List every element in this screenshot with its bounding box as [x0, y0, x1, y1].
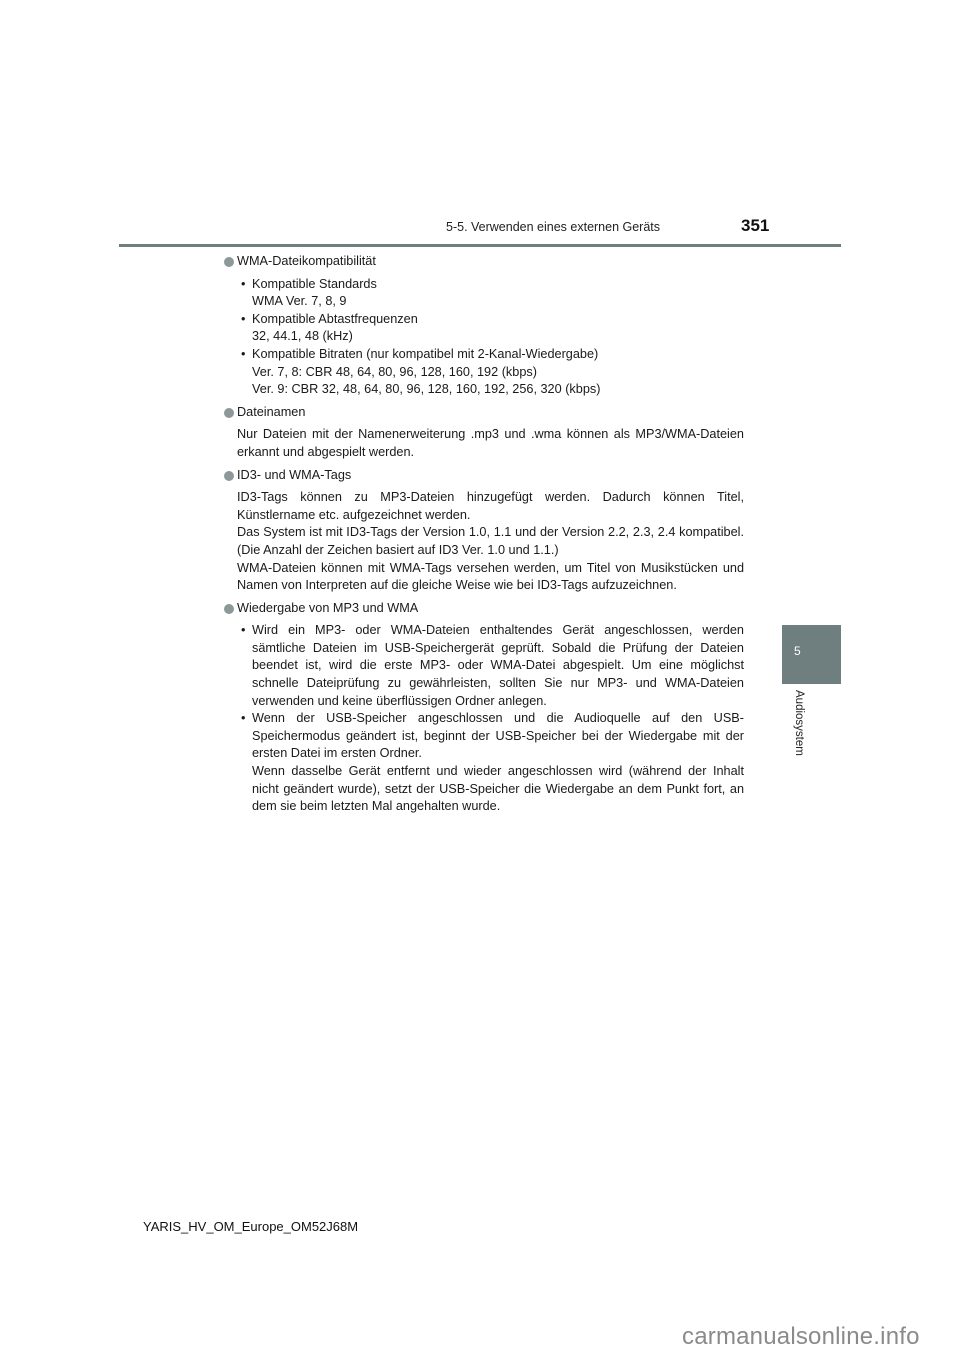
- section-title: [224, 253, 744, 271]
- content: [224, 253, 744, 821]
- list-item: [241, 622, 744, 710]
- section-title-text: WMA-Dateikompatibilität: [237, 254, 376, 268]
- section-title: [224, 600, 744, 618]
- section-filenames: [224, 404, 744, 462]
- item-line: 32, 44.1, 48 (kHz): [252, 329, 353, 344]
- list-item: [241, 276, 744, 311]
- circle-bullet-icon: [224, 408, 234, 418]
- item-text: Wenn der USB-Speicher angeschlossen und die Audioquelle auf den USB-Speichermodus geändert ist, beginnt der USB-Speicher bei der Wiedergabe mit der ersten Datei im ersten Ordner.: [252, 711, 744, 761]
- section-playback: [224, 600, 744, 816]
- paragraph: ID3-Tags können zu MP3-Dateien hinzugefügt werden. Dadurch können Titel, Künstlername etc. aufgezeichnet werden.: [237, 490, 744, 522]
- paragraph-group: [224, 489, 744, 595]
- section-title-text: Wiedergabe von MP3 und WMA: [237, 600, 419, 615]
- header-section-title: 5-5. Verwenden eines externen Geräts: [446, 220, 661, 234]
- item-line: Ver. 9: CBR 32, 48, 64, 80, 96, 128, 160, 192, 256, 320 (kbps): [252, 382, 601, 397]
- chapter-tab-number: 5: [794, 644, 801, 658]
- section-title-text: ID3- und WMA-Tags: [237, 467, 352, 482]
- chapter-tab: [782, 625, 841, 684]
- paragraph: WMA-Dateien können mit WMA-Tags versehen werden, um Titel von Musikstücken und Namen von Interpreten auf die gleiche Weise wie bei ID3-Tags aufzuzeichnen.: [237, 560, 744, 593]
- section-title-text: Dateinamen: [237, 404, 306, 419]
- bullet-list: [224, 622, 744, 816]
- item-line: Kompatible Standards: [252, 276, 377, 291]
- page-number: 351: [741, 216, 770, 235]
- list-item: [241, 311, 744, 346]
- paragraph: Das System ist mit ID3-Tags der Version 1.0, 1.1 und der Version 2.2, 2.3, 2.4 kompatibel. (Die Anzahl der Zeichen basiert auf ID3 Ver. 1.0 und 1.1.): [237, 525, 744, 557]
- header-rule: [119, 244, 841, 247]
- list-item: [241, 710, 744, 816]
- section-title: [224, 404, 744, 422]
- item-line: Ver. 7, 8: CBR 48, 64, 80, 96, 128, 160, 192 (kbps): [252, 364, 537, 379]
- bullet-list: [224, 276, 744, 399]
- list-item: [241, 346, 744, 399]
- item-text: Wenn dasselbe Gerät entfernt und wieder angeschlossen wird (während der Inhalt nicht geändert wurde), setzt der USB-Speicher die Wiedergabe an dem Punkt fort, an dem sie beim letzten Mal angehalten wurde.: [252, 764, 744, 814]
- footer-document-id: YARIS_HV_OM_Europe_OM52J68M: [143, 1219, 359, 1234]
- item-text: Wird ein MP3- oder WMA-Dateien enthaltendes Gerät angeschlossen, werden sämtliche Dateien im USB-Speichergerät geprüft. Sobald die Prüfung der Dateien beendet ist, wird die erste MP3- oder WMA-Datei abgespielt. Um eine möglichst schnelle Dateiprüfung zu gewährleisten, sollten Sie nur MP3- und WMA-Dateien verwenden und keine überflüssigen Ordner anlegen.: [252, 623, 744, 708]
- item-line: Kompatible Bitraten (nur kompatibel mit 2-Kanal-Wiedergabe): [252, 346, 599, 361]
- circle-bullet-icon: [224, 471, 234, 481]
- chapter-label: Audiosystem: [793, 690, 805, 756]
- bullet-icon: •: [241, 311, 246, 326]
- section-id3-tags: [224, 467, 744, 595]
- section-wma-compat: [224, 253, 744, 399]
- circle-bullet-icon: [224, 257, 234, 267]
- bullet-icon: •: [241, 623, 246, 638]
- item-line: WMA Ver. 7, 8, 9: [252, 294, 347, 309]
- section-title: [224, 467, 744, 485]
- watermark: carmanualsonline.info: [682, 1323, 920, 1350]
- circle-bullet-icon: [224, 604, 234, 614]
- bullet-icon: •: [241, 711, 246, 726]
- paragraph: Nur Dateien mit der Namenerweiterung .mp3 und .wma können als MP3/WMA-Dateien erkannt und abgespielt werden.: [237, 427, 744, 459]
- bullet-icon: •: [241, 346, 246, 361]
- bullet-icon: •: [241, 276, 246, 291]
- item-line: Kompatible Abtastfrequenzen: [252, 311, 418, 326]
